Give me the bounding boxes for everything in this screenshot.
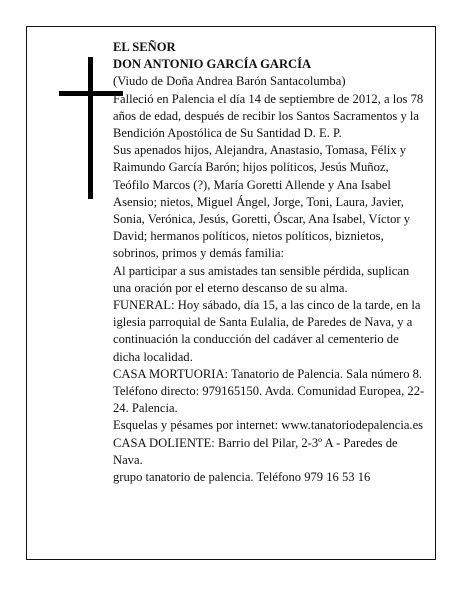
funeral-info: FUNERAL: Hoy sábado, día 15, a las cinco de la tarde, en la iglesia parroquial de Santa Eulalia, de Paredes de Nava, y a continuación la conducción del cadáver al cementerio de dicha localidad. [113, 298, 421, 364]
widower-note: (Viudo de Doña Andrea Barón Santacolumba) [113, 74, 346, 89]
cross-icon [59, 57, 119, 199]
obituary-frame [26, 26, 436, 560]
mourning-house: CASA DOLIENTE: Barrio del Pilar, 2-3º A - Paredes de Nava. [113, 435, 398, 467]
family-list: Sus apenados hijos, Alejandra, Anastasio, Tomasa, Félix y Raimundo García Barón; hijos políticos, Jesús Muñoz, Teófilo Marcos (?), María Goretti Allende y Ana Isabel Asensio; nietos, Miguel Ángel, Jorge, Toni, Laura, Javier, Sonia, Verónica, Jesús, Goretti, Óscar, Ana Isabel, Víctor y David; hermanos políticos, nietos políticos, biznietos, sobrinos, primos y demás familia: [113, 143, 411, 261]
deceased-name: DON ANTONIO GARCÍA GARCÍA [113, 57, 312, 72]
funeral-group-contact: grupo tanatorio de palencia. Teléfono 979 16 53 16 [113, 470, 371, 485]
funeral-home-info: CASA MORTUORIA: Tanatorio de Palencia. Sala número 8. Teléfono directo: 979165150. Avda. Comunidad Europea, 22-24. Palencia. [113, 366, 425, 416]
obituary-text [113, 39, 425, 486]
prayer-request: Al participar a sus amistades tan sensible pérdida, suplican una oración por el eterno descanso de su alma. [113, 263, 410, 295]
cross-vertical-bar [88, 57, 93, 199]
death-announcement: Falleció en Palencia el día 14 de septiembre de 2012, a los 78 años de edad, después de recibir los Santos Sacramentos y la Bendición Apostólica de Su Santidad D. E. P. [113, 91, 424, 141]
title-line-1: EL SEÑOR [113, 40, 176, 54]
online-condolences: Esquelas y pésames por internet: www.tanatoriodepalencia.es [113, 418, 424, 433]
